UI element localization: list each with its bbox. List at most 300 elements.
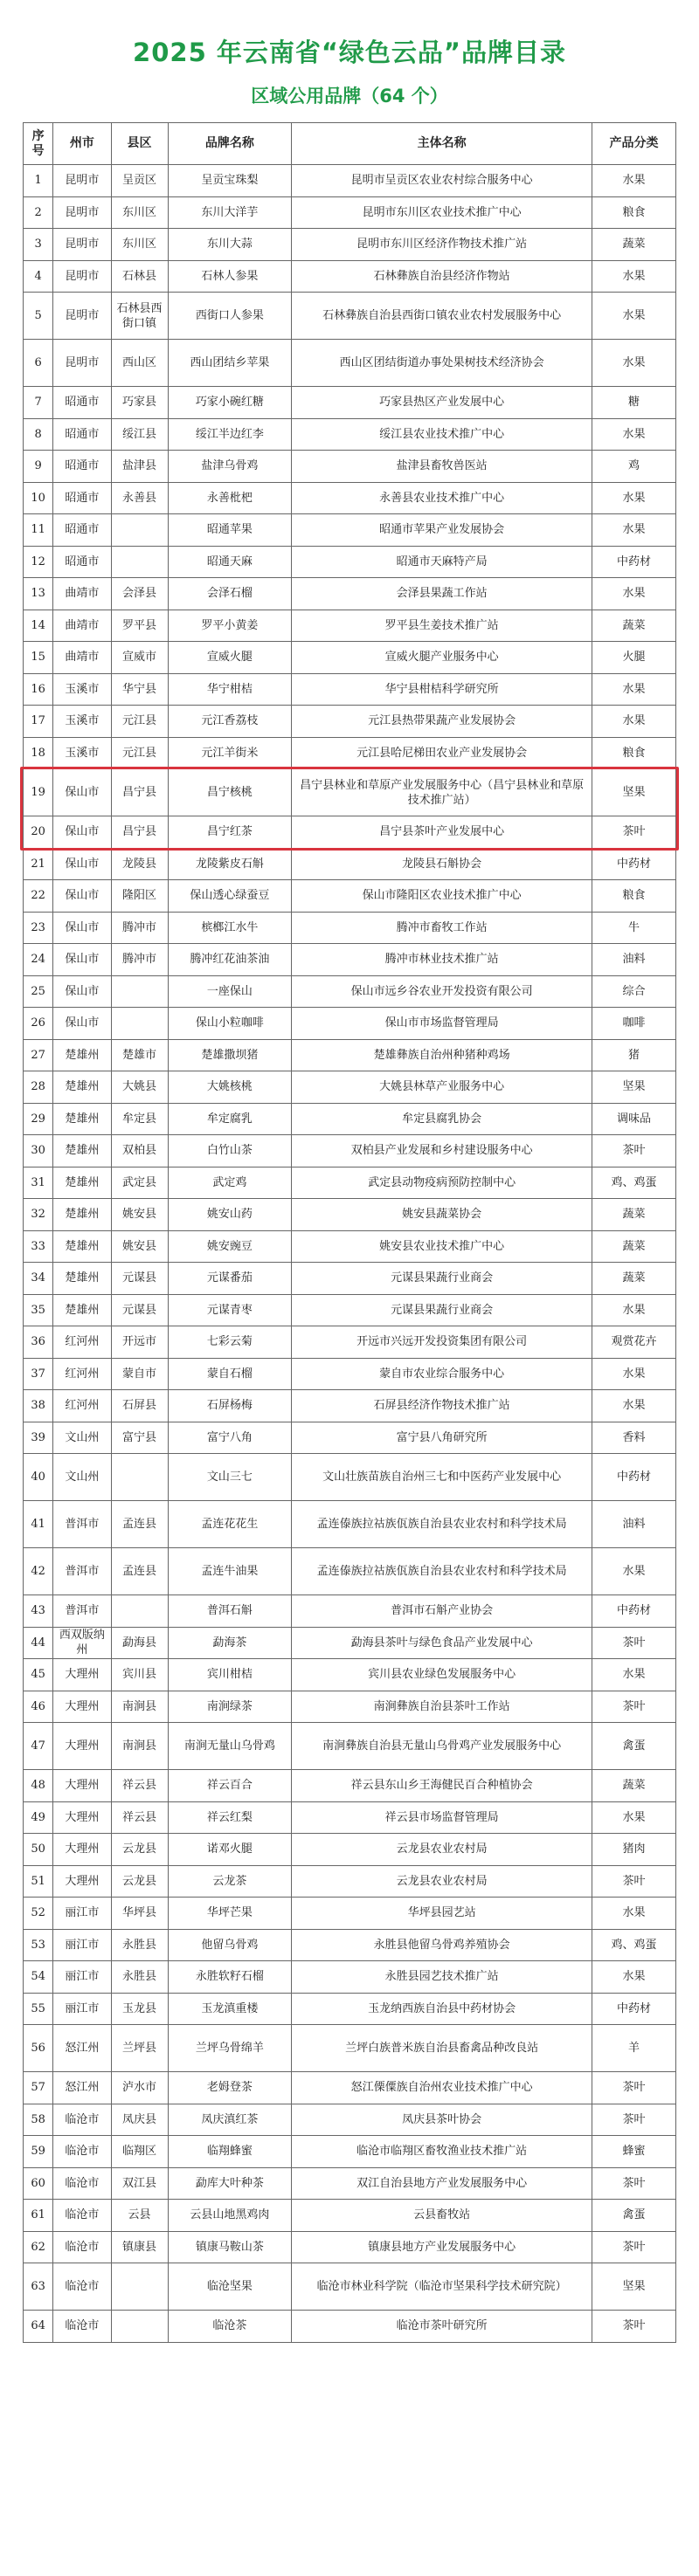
- header-entity-name: 主体名称: [292, 123, 592, 165]
- row-index: 22: [24, 880, 53, 913]
- row-prefecture: 怒江州: [53, 2072, 111, 2104]
- row-prefecture: 临沧市: [53, 2104, 111, 2136]
- row-entity-name: 盐津县畜牧兽医站: [292, 451, 592, 483]
- table-row: [24, 642, 676, 674]
- row-entity-name: 昆明市东川区农业技术推广中心: [292, 196, 592, 229]
- row-prefecture: 保山市: [53, 944, 111, 976]
- row-county: 南涧县: [111, 1691, 168, 1723]
- row-index: 33: [24, 1230, 53, 1263]
- row-category: 蔬菜: [592, 1230, 676, 1263]
- row-index: 29: [24, 1103, 53, 1135]
- row-index: 7: [24, 387, 53, 419]
- row-category: 猪肉: [592, 1834, 676, 1866]
- row-index: 63: [24, 2263, 53, 2311]
- row-index: 28: [24, 1071, 53, 1104]
- row-index: 16: [24, 673, 53, 706]
- row-category: 粮食: [592, 737, 676, 769]
- row-entity-name: 孟连傣族拉祜族佤族自治县农业农村和科学技术局: [292, 1548, 592, 1595]
- row-entity-name: 永胜县园艺技术推广站: [292, 1961, 592, 1994]
- row-index: 24: [24, 944, 53, 976]
- row-index: 38: [24, 1390, 53, 1422]
- row-county: 腾冲市: [111, 944, 168, 976]
- row-index: 34: [24, 1263, 53, 1295]
- row-brand-name: 诺邓火腿: [168, 1834, 292, 1866]
- row-county: 东川区: [111, 196, 168, 229]
- row-prefecture: 临沧市: [53, 2200, 111, 2232]
- row-prefecture: 文山州: [53, 1454, 111, 1501]
- row-entity-name: 会泽县果蔬工作站: [292, 578, 592, 610]
- row-brand-name: 龙陵紫皮石斛: [168, 848, 292, 880]
- row-prefecture: 昭通市: [53, 546, 111, 578]
- row-category: 水果: [592, 1294, 676, 1326]
- table-row: [24, 2311, 676, 2343]
- table-row: [24, 1993, 676, 2025]
- row-entity-name: 祥云县市场监督管理局: [292, 1801, 592, 1834]
- row-index: 25: [24, 975, 53, 1008]
- table-row: [24, 673, 676, 706]
- row-index: 2: [24, 196, 53, 229]
- row-brand-name: 华宁柑桔: [168, 673, 292, 706]
- row-prefecture: 楚雄州: [53, 1103, 111, 1135]
- row-county: 姚安县: [111, 1230, 168, 1263]
- row-prefecture: 楚雄州: [53, 1199, 111, 1231]
- row-prefecture: 文山州: [53, 1422, 111, 1454]
- row-county: 隆阳区: [111, 880, 168, 913]
- row-county: 巧家县: [111, 387, 168, 419]
- row-prefecture: 楚雄州: [53, 1263, 111, 1295]
- table-row: [24, 451, 676, 483]
- row-brand-name: 凤庆滇红茶: [168, 2104, 292, 2136]
- row-county: 孟连县: [111, 1548, 168, 1595]
- row-county: 开远市: [111, 1326, 168, 1359]
- row-brand-name: 宣威火腿: [168, 642, 292, 674]
- row-index: 17: [24, 706, 53, 738]
- row-index: 58: [24, 2104, 53, 2136]
- row-prefecture: 玉溪市: [53, 737, 111, 769]
- row-prefecture: 保山市: [53, 880, 111, 913]
- row-county: 石林县西街口镇: [111, 293, 168, 340]
- table-row: [24, 1627, 676, 1659]
- row-entity-name: 普洱市石斛产业协会: [292, 1595, 592, 1628]
- row-county: 会泽县: [111, 578, 168, 610]
- table-row: [24, 880, 676, 913]
- table-row: [24, 769, 676, 816]
- brand-directory-table: [23, 122, 676, 2343]
- table-row: [24, 848, 676, 880]
- row-brand-name: 武定鸡: [168, 1167, 292, 1199]
- row-category: 油料: [592, 944, 676, 976]
- row-index: 30: [24, 1135, 53, 1167]
- table-row: [24, 737, 676, 769]
- row-prefecture: 楚雄州: [53, 1167, 111, 1199]
- table-row: [24, 706, 676, 738]
- row-brand-name: 老姆登茶: [168, 2072, 292, 2104]
- table-row: [24, 1454, 676, 1501]
- row-category: 坚果: [592, 769, 676, 816]
- row-brand-name: 临沧茶: [168, 2311, 292, 2343]
- row-index: 47: [24, 1723, 53, 1770]
- row-brand-name: 姚安山药: [168, 1199, 292, 1231]
- row-brand-name: 昌宁核桃: [168, 769, 292, 816]
- row-entity-name: 元谋县果蔬行业商会: [292, 1294, 592, 1326]
- row-index: 51: [24, 1865, 53, 1898]
- row-brand-name: 玉龙滇重楼: [168, 1993, 292, 2025]
- header-prefecture: 州市: [53, 123, 111, 165]
- row-index: 42: [24, 1548, 53, 1595]
- row-county: 双柏县: [111, 1135, 168, 1167]
- row-brand-name: 白竹山茶: [168, 1135, 292, 1167]
- row-entity-name: 保山市市场监督管理局: [292, 1008, 592, 1040]
- table-row: [24, 610, 676, 642]
- row-entity-name: 元谋县果蔬行业商会: [292, 1263, 592, 1295]
- row-index: 39: [24, 1422, 53, 1454]
- row-category: 综合: [592, 975, 676, 1008]
- row-county: 昌宁县: [111, 769, 168, 816]
- row-index: 56: [24, 2025, 53, 2072]
- row-category: 水果: [592, 514, 676, 547]
- row-index: 44: [24, 1627, 53, 1659]
- row-brand-name: 云龙茶: [168, 1865, 292, 1898]
- row-county: 昌宁县: [111, 816, 168, 849]
- row-county: [111, 1454, 168, 1501]
- table-row: [24, 482, 676, 514]
- table-row: [24, 1039, 676, 1071]
- row-county: [111, 514, 168, 547]
- row-county: 牟定县: [111, 1103, 168, 1135]
- row-index: 32: [24, 1199, 53, 1231]
- row-brand-name: 他留乌骨鸡: [168, 1929, 292, 1961]
- row-index: 64: [24, 2311, 53, 2343]
- row-category: 水果: [592, 1390, 676, 1422]
- row-category: 火腿: [592, 642, 676, 674]
- row-entity-name: 昌宁县林业和草原产业发展服务中心（昌宁县林业和草原技术推广站）: [292, 769, 592, 816]
- header-index: 序号: [24, 123, 53, 165]
- row-brand-name: 元江羊街米: [168, 737, 292, 769]
- table-row: [24, 1135, 676, 1167]
- row-entity-name: 龙陵县石斛协会: [292, 848, 592, 880]
- row-category: 茶叶: [592, 1135, 676, 1167]
- table-row: [24, 1548, 676, 1595]
- row-entity-name: 永胜县他留乌骨鸡养殖协会: [292, 1929, 592, 1961]
- row-index: 49: [24, 1801, 53, 1834]
- row-prefecture: 丽江市: [53, 1898, 111, 1930]
- row-category: 中药材: [592, 848, 676, 880]
- row-entity-name: 昆明市东川区经济作物技术推广站: [292, 229, 592, 261]
- row-prefecture: 保山市: [53, 912, 111, 944]
- row-county: 东川区: [111, 229, 168, 261]
- row-entity-name: 元江县哈尼梯田农业产业发展协会: [292, 737, 592, 769]
- table-row: [24, 1723, 676, 1770]
- row-brand-name: 大姚核桃: [168, 1071, 292, 1104]
- row-entity-name: 楚雄彝族自治州种猪种鸡场: [292, 1039, 592, 1071]
- table-body: [24, 165, 676, 2343]
- row-brand-name: 祥云红梨: [168, 1801, 292, 1834]
- row-prefecture: 昭通市: [53, 451, 111, 483]
- row-category: 水果: [592, 1898, 676, 1930]
- row-entity-name: 双柏县产业发展和乡村建设服务中心: [292, 1135, 592, 1167]
- table-row: [24, 196, 676, 229]
- row-county: 云龙县: [111, 1834, 168, 1866]
- row-prefecture: 大理州: [53, 1770, 111, 1802]
- table-row: [24, 2025, 676, 2072]
- table-row: [24, 2200, 676, 2232]
- row-brand-name: 石屏杨梅: [168, 1390, 292, 1422]
- row-index: 26: [24, 1008, 53, 1040]
- row-category: 牛: [592, 912, 676, 944]
- table-row: [24, 340, 676, 387]
- row-brand-name: 勐海茶: [168, 1627, 292, 1659]
- row-prefecture: 保山市: [53, 1008, 111, 1040]
- row-prefecture: 昆明市: [53, 340, 111, 387]
- row-index: 55: [24, 1993, 53, 2025]
- row-county: 祥云县: [111, 1801, 168, 1834]
- row-entity-name: 凤庆县茶叶协会: [292, 2104, 592, 2136]
- row-prefecture: 曲靖市: [53, 578, 111, 610]
- table-row: [24, 418, 676, 451]
- row-brand-name: 镇康马鞍山茶: [168, 2231, 292, 2263]
- row-prefecture: 临沧市: [53, 2263, 111, 2311]
- row-county: 元谋县: [111, 1263, 168, 1295]
- row-brand-name: 永善枇杷: [168, 482, 292, 514]
- row-index: 10: [24, 482, 53, 514]
- row-index: 6: [24, 340, 53, 387]
- table-row: [24, 578, 676, 610]
- row-prefecture: 昭通市: [53, 482, 111, 514]
- row-category: 猪: [592, 1039, 676, 1071]
- row-index: 40: [24, 1454, 53, 1501]
- table-row: [24, 2072, 676, 2104]
- row-brand-name: 昭通天麻: [168, 546, 292, 578]
- row-prefecture: 临沧市: [53, 2136, 111, 2168]
- row-entity-name: 华宁县柑桔科学研究所: [292, 673, 592, 706]
- row-county: 玉龙县: [111, 1993, 168, 2025]
- table-row: [24, 1501, 676, 1548]
- row-category: 香料: [592, 1422, 676, 1454]
- row-brand-name: 腾冲红花油茶油: [168, 944, 292, 976]
- row-brand-name: 宾川柑桔: [168, 1659, 292, 1691]
- row-entity-name: 云龙县农业农村局: [292, 1865, 592, 1898]
- table-row: [24, 912, 676, 944]
- row-brand-name: 一座保山: [168, 975, 292, 1008]
- row-index: 52: [24, 1898, 53, 1930]
- row-category: 水果: [592, 340, 676, 387]
- table-row: [24, 514, 676, 547]
- row-entity-name: 姚安县农业技术推广中心: [292, 1230, 592, 1263]
- table-row: [24, 1898, 676, 1930]
- row-county: 富宁县: [111, 1422, 168, 1454]
- table-row: [24, 2263, 676, 2311]
- row-entity-name: 石林彝族自治县西街口镇农业农村发展服务中心: [292, 293, 592, 340]
- table-row: [24, 1263, 676, 1295]
- row-index: 8: [24, 418, 53, 451]
- row-category: 茶叶: [592, 1627, 676, 1659]
- row-county: 腾冲市: [111, 912, 168, 944]
- row-category: 鸡、鸡蛋: [592, 1929, 676, 1961]
- table-row: [24, 1390, 676, 1422]
- row-county: 永善县: [111, 482, 168, 514]
- row-brand-name: 呈贡宝珠梨: [168, 165, 292, 197]
- row-entity-name: 怒江傈僳族自治州农业技术推广中心: [292, 2072, 592, 2104]
- row-entity-name: 南涧彝族自治县无量山乌骨鸡产业发展服务中心: [292, 1723, 592, 1770]
- row-prefecture: 楚雄州: [53, 1230, 111, 1263]
- row-index: 48: [24, 1770, 53, 1802]
- table-row: [24, 1801, 676, 1834]
- row-county: [111, 1008, 168, 1040]
- row-county: 石林县: [111, 260, 168, 293]
- row-entity-name: 大姚县林草产业服务中心: [292, 1071, 592, 1104]
- row-county: 武定县: [111, 1167, 168, 1199]
- row-county: 永胜县: [111, 1929, 168, 1961]
- row-category: 糖: [592, 387, 676, 419]
- row-index: 3: [24, 229, 53, 261]
- row-category: 茶叶: [592, 1691, 676, 1723]
- row-category: 中药材: [592, 1454, 676, 1501]
- row-category: 蔬菜: [592, 1263, 676, 1295]
- row-entity-name: 蒙自市农业综合服务中心: [292, 1358, 592, 1390]
- row-brand-name: 东川大蒜: [168, 229, 292, 261]
- row-index: 1: [24, 165, 53, 197]
- row-brand-name: 西街口人参果: [168, 293, 292, 340]
- row-category: 咖啡: [592, 1008, 676, 1040]
- row-index: 27: [24, 1039, 53, 1071]
- row-brand-name: 兰坪乌骨绵羊: [168, 2025, 292, 2072]
- row-entity-name: 玉龙纳西族自治县中药材协会: [292, 1993, 592, 2025]
- row-category: 蔬菜: [592, 1770, 676, 1802]
- table-row: [24, 1961, 676, 1994]
- row-category: 茶叶: [592, 2072, 676, 2104]
- row-prefecture: 昭通市: [53, 514, 111, 547]
- row-county: 罗平县: [111, 610, 168, 642]
- row-category: 鸡、鸡蛋: [592, 1167, 676, 1199]
- row-entity-name: 临沧市林业科学院（临沧市坚果科学技术研究院）: [292, 2263, 592, 2311]
- row-brand-name: 临沧坚果: [168, 2263, 292, 2311]
- row-entity-name: 保山市隆阳区农业技术推广中心: [292, 880, 592, 913]
- row-index: 11: [24, 514, 53, 547]
- row-entity-name: 昌宁县茶叶产业发展中心: [292, 816, 592, 849]
- table-header-row: [24, 123, 676, 165]
- row-entity-name: 永善县农业技术推广中心: [292, 482, 592, 514]
- row-brand-name: 石林人参果: [168, 260, 292, 293]
- row-prefecture: 大理州: [53, 1691, 111, 1723]
- row-county: [111, 2311, 168, 2343]
- row-category: 水果: [592, 1548, 676, 1595]
- row-county: 绥江县: [111, 418, 168, 451]
- row-county: 南涧县: [111, 1723, 168, 1770]
- row-county: [111, 546, 168, 578]
- row-entity-name: 临沧市临翔区畜牧渔业技术推广站: [292, 2136, 592, 2168]
- row-brand-name: 富宁八角: [168, 1422, 292, 1454]
- row-index: 18: [24, 737, 53, 769]
- row-prefecture: 怒江州: [53, 2025, 111, 2072]
- row-prefecture: 保山市: [53, 769, 111, 816]
- row-prefecture: 昆明市: [53, 260, 111, 293]
- table-row: [24, 546, 676, 578]
- row-county: 宾川县: [111, 1659, 168, 1691]
- row-category: 中药材: [592, 1595, 676, 1628]
- table-row: [24, 1008, 676, 1040]
- table-row: [24, 165, 676, 197]
- row-index: 35: [24, 1294, 53, 1326]
- row-prefecture: 大理州: [53, 1834, 111, 1866]
- table-row: [24, 293, 676, 340]
- row-brand-name: 孟连牛油果: [168, 1548, 292, 1595]
- row-county: 呈贡区: [111, 165, 168, 197]
- row-brand-name: 永胜软籽石榴: [168, 1961, 292, 1994]
- row-county: 云县: [111, 2200, 168, 2232]
- row-prefecture: 临沧市: [53, 2311, 111, 2343]
- row-entity-name: 昆明市呈贡区农业农村综合服务中心: [292, 165, 592, 197]
- row-prefecture: 昆明市: [53, 293, 111, 340]
- table-row: [24, 1770, 676, 1802]
- row-brand-name: 保山小粒咖啡: [168, 1008, 292, 1040]
- row-county: 镇康县: [111, 2231, 168, 2263]
- row-entity-name: 姚安县蔬菜协会: [292, 1199, 592, 1231]
- row-county: 楚雄市: [111, 1039, 168, 1071]
- row-category: 粮食: [592, 196, 676, 229]
- row-county: 泸水市: [111, 2072, 168, 2104]
- row-prefecture: 临沧市: [53, 2231, 111, 2263]
- row-county: 龙陵县: [111, 848, 168, 880]
- row-brand-name: 会泽石榴: [168, 578, 292, 610]
- table-row: [24, 2136, 676, 2168]
- row-county: 兰坪县: [111, 2025, 168, 2072]
- row-prefecture: 昆明市: [53, 165, 111, 197]
- row-index: 19: [24, 769, 53, 816]
- row-prefecture: 丽江市: [53, 1993, 111, 2025]
- row-category: 茶叶: [592, 2311, 676, 2343]
- row-category: 坚果: [592, 2263, 676, 2311]
- table-row: [24, 1199, 676, 1231]
- row-brand-name: 槟榔江水牛: [168, 912, 292, 944]
- row-entity-name: 牟定县腐乳协会: [292, 1103, 592, 1135]
- row-brand-name: 普洱石斛: [168, 1595, 292, 1628]
- row-prefecture: 丽江市: [53, 1929, 111, 1961]
- row-county: 临翔区: [111, 2136, 168, 2168]
- table-row: [24, 944, 676, 976]
- row-entity-name: 昭通市天麻特产局: [292, 546, 592, 578]
- row-county: 蒙自市: [111, 1358, 168, 1390]
- row-index: 45: [24, 1659, 53, 1691]
- row-brand-name: 盐津乌骨鸡: [168, 451, 292, 483]
- row-county: 双江县: [111, 2167, 168, 2200]
- table-row: [24, 1595, 676, 1628]
- row-category: 羊: [592, 2025, 676, 2072]
- row-category: 水果: [592, 1961, 676, 1994]
- row-entity-name: 宾川县农业绿色发展服务中心: [292, 1659, 592, 1691]
- row-category: 蔬菜: [592, 229, 676, 261]
- table-row: [24, 2167, 676, 2200]
- row-prefecture: 普洱市: [53, 1548, 111, 1595]
- row-brand-name: 祥云百合: [168, 1770, 292, 1802]
- row-county: 宣威市: [111, 642, 168, 674]
- row-county: 盐津县: [111, 451, 168, 483]
- row-prefecture: 丽江市: [53, 1961, 111, 1994]
- row-county: 石屏县: [111, 1390, 168, 1422]
- row-category: 禽蛋: [592, 1723, 676, 1770]
- table-row: [24, 1929, 676, 1961]
- row-prefecture: 普洱市: [53, 1595, 111, 1628]
- row-category: 水果: [592, 673, 676, 706]
- table-row: [24, 1358, 676, 1390]
- row-category: 观赏花卉: [592, 1326, 676, 1359]
- row-prefecture: 楚雄州: [53, 1039, 111, 1071]
- row-entity-name: 双江自治县地方产业发展服务中心: [292, 2167, 592, 2200]
- row-brand-name: 昌宁红茶: [168, 816, 292, 849]
- row-entity-name: 云龙县农业农村局: [292, 1834, 592, 1866]
- row-index: 37: [24, 1358, 53, 1390]
- row-brand-name: 七彩云菊: [168, 1326, 292, 1359]
- row-prefecture: 楚雄州: [53, 1071, 111, 1104]
